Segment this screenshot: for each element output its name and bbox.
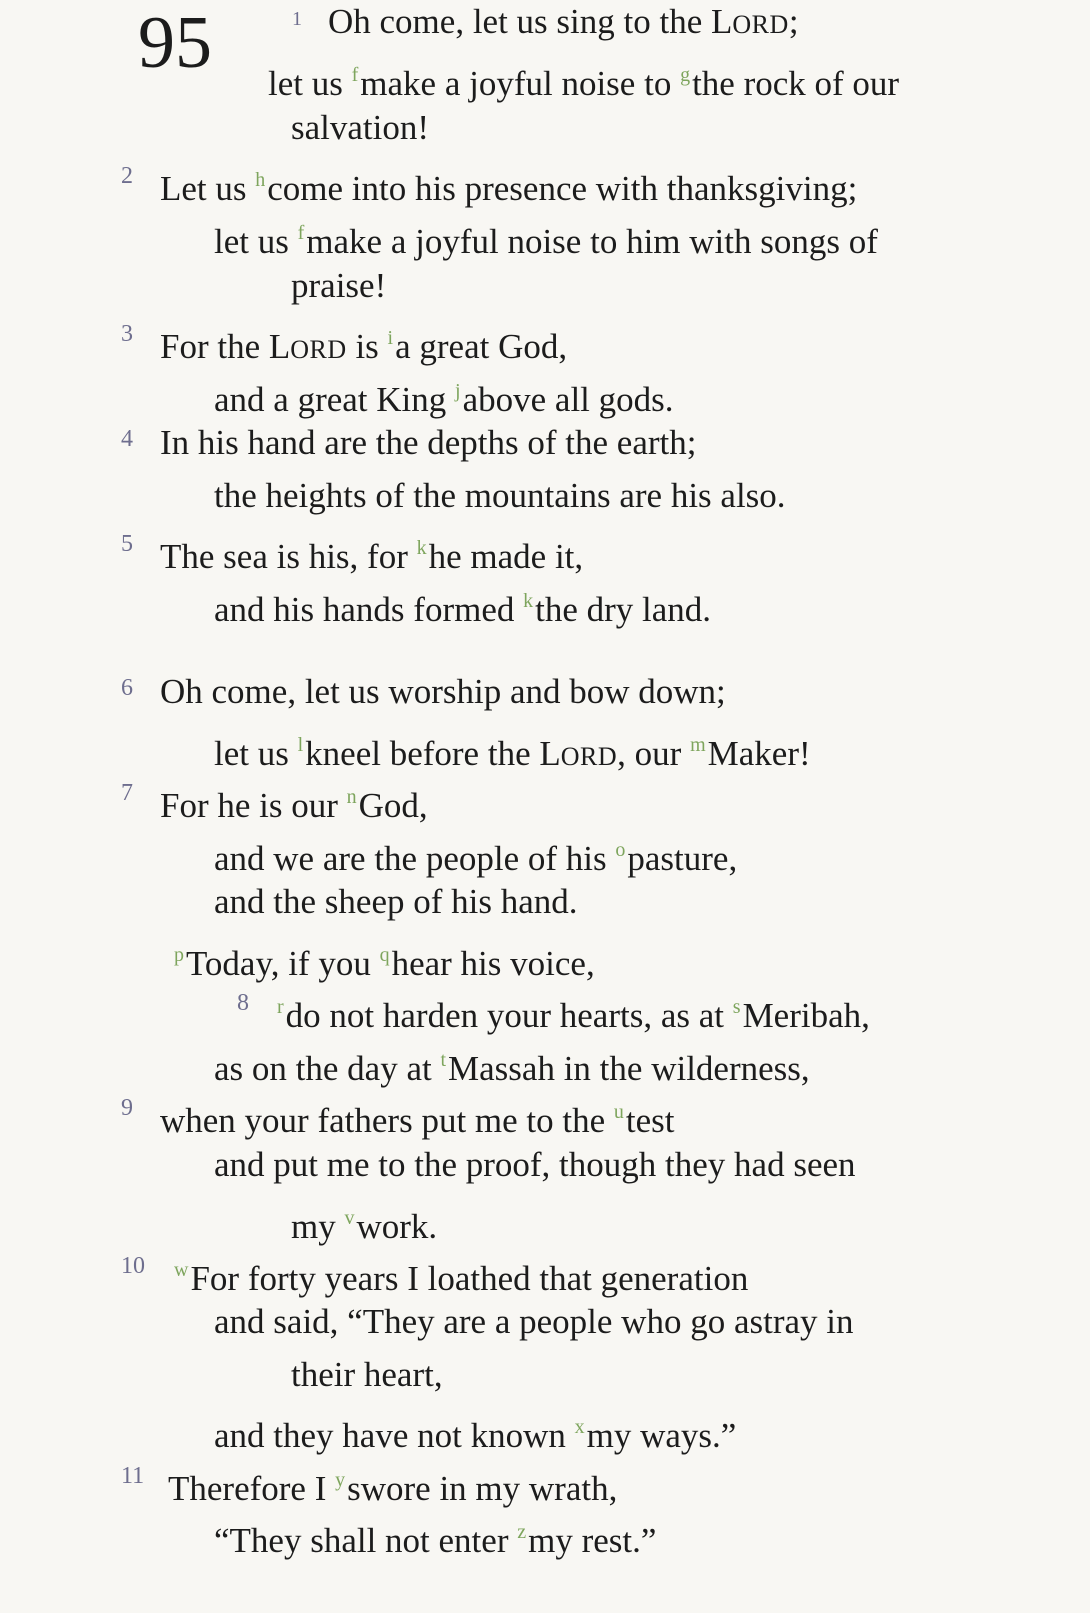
footnote-link-t[interactable]: t	[440, 1049, 447, 1071]
verse-number-10: 10	[121, 1253, 145, 1279]
verse-number-6: 6	[121, 675, 133, 701]
verse-number-2: 2	[121, 163, 133, 189]
verse-number-3: 3	[121, 321, 133, 347]
footnote-link-j[interactable]: j	[455, 380, 461, 402]
footnote-link-f[interactable]: f	[351, 64, 359, 86]
footnote-link-p[interactable]: p	[174, 944, 184, 966]
verse-6-line-1: Oh come, let us worship and bow down;	[160, 672, 726, 711]
verse-number-1: 1	[292, 8, 302, 30]
verse-2-line-3: praise!	[291, 266, 387, 305]
footnote-link-w[interactable]: w	[174, 1259, 189, 1281]
footnote-link-l[interactable]: l	[297, 734, 304, 756]
verse-5-line-1: The sea is his, for $^k$he made it,	[160, 537, 584, 576]
footnote-link-q[interactable]: q	[379, 944, 390, 966]
verse-7-line-2: and we are the people of his $^o$pasture,	[214, 839, 738, 878]
footnote-link-z[interactable]: z	[517, 1521, 527, 1543]
verse-2-line-2: let us $^f$make a joyful noise to him with songs of	[214, 222, 878, 261]
verse-number-5: 5	[121, 531, 133, 557]
verse-10-line-2: and said, “They are a people who go astray in	[214, 1302, 854, 1341]
verse-11-line-1: Therefore I $^y$swore in my wrath,	[168, 1469, 618, 1508]
footnote-link-k[interactable]: k	[416, 537, 427, 559]
footnote-link-v[interactable]: v	[344, 1207, 355, 1229]
verse-5-line-2: and his hands formed $^k$the dry land.	[214, 590, 712, 629]
verse-4-line-1: In his hand are the depths of the earth;	[160, 423, 697, 462]
verse-11-line-2: “They shall not enter $^z$my rest.”	[214, 1521, 657, 1560]
verse-6-line-2: let us $^l$kneel before the LORD, our $^m$Maker!	[214, 734, 811, 773]
verse-number-8: 8	[237, 990, 249, 1016]
verse-number-11: 11	[121, 1463, 145, 1489]
verse-3-line-1: For the LORD is $^i$a great God,	[160, 327, 568, 366]
verse-4-line-2: the heights of the mountains are his also.	[214, 476, 786, 515]
verse-10-line-4: and they have not known $^x$my ways.”	[214, 1416, 737, 1455]
footnote-link-m[interactable]: m	[690, 734, 706, 756]
chapter-number: 95	[138, 2, 212, 84]
verse-3-line-2: and a great King $^j$above all gods.	[214, 380, 674, 419]
verse-8-line-1: $^r$do not harden your hearts, as at $^s$Meribah,	[277, 996, 870, 1035]
verse-10-line-1: $^w$For forty years I loathed that generation	[174, 1259, 749, 1298]
footnote-link-o[interactable]: o	[615, 839, 626, 861]
verse-8-line-2: as on the day at $^t$Massah in the wilderness,	[214, 1049, 810, 1088]
footnote-link-y[interactable]: y	[335, 1469, 346, 1491]
verse-2-line-1: Let us $^h$come into his presence with thanksgiving;	[160, 169, 858, 208]
verse-1-line-3: salvation!	[291, 108, 430, 147]
footnote-link-f-2[interactable]: f	[297, 222, 305, 244]
verse-7-line-3: and the sheep of his hand.	[214, 882, 578, 921]
verse-number-9: 9	[121, 1095, 133, 1121]
footnote-link-u[interactable]: u	[613, 1101, 624, 1123]
verse-1-line-1: Oh come, let us sing to the LORD;	[328, 2, 799, 41]
verse-9-line-2: and put me to the proof, though they had seen	[214, 1145, 856, 1184]
verse-9-line-1: when your fathers put me to the $^u$test	[160, 1101, 675, 1140]
verse-10-line-3: their heart,	[291, 1355, 443, 1394]
footnote-link-s[interactable]: s	[732, 996, 741, 1018]
verse-number-4: 4	[121, 426, 133, 452]
footnote-link-g[interactable]: g	[680, 64, 691, 86]
verse-7-line-4: $^p$Today, if you $^q$hear his voice,	[174, 944, 595, 983]
footnote-link-x[interactable]: x	[574, 1416, 585, 1438]
verse-1-line-2: let us $^f$make a joyful noise to $^g$the rock of our	[268, 64, 900, 103]
footnote-link-k-2[interactable]: k	[523, 590, 534, 612]
verse-9-line-3: my $^v$work.	[291, 1207, 438, 1246]
footnote-link-n[interactable]: n	[346, 786, 357, 808]
verse-7-line-1: For he is our $^n$God,	[160, 786, 428, 825]
footnote-link-r[interactable]: r	[277, 996, 284, 1018]
footnote-link-i[interactable]: i	[387, 327, 394, 349]
verse-number-7: 7	[121, 780, 133, 806]
footnote-link-h[interactable]: h	[255, 169, 266, 191]
